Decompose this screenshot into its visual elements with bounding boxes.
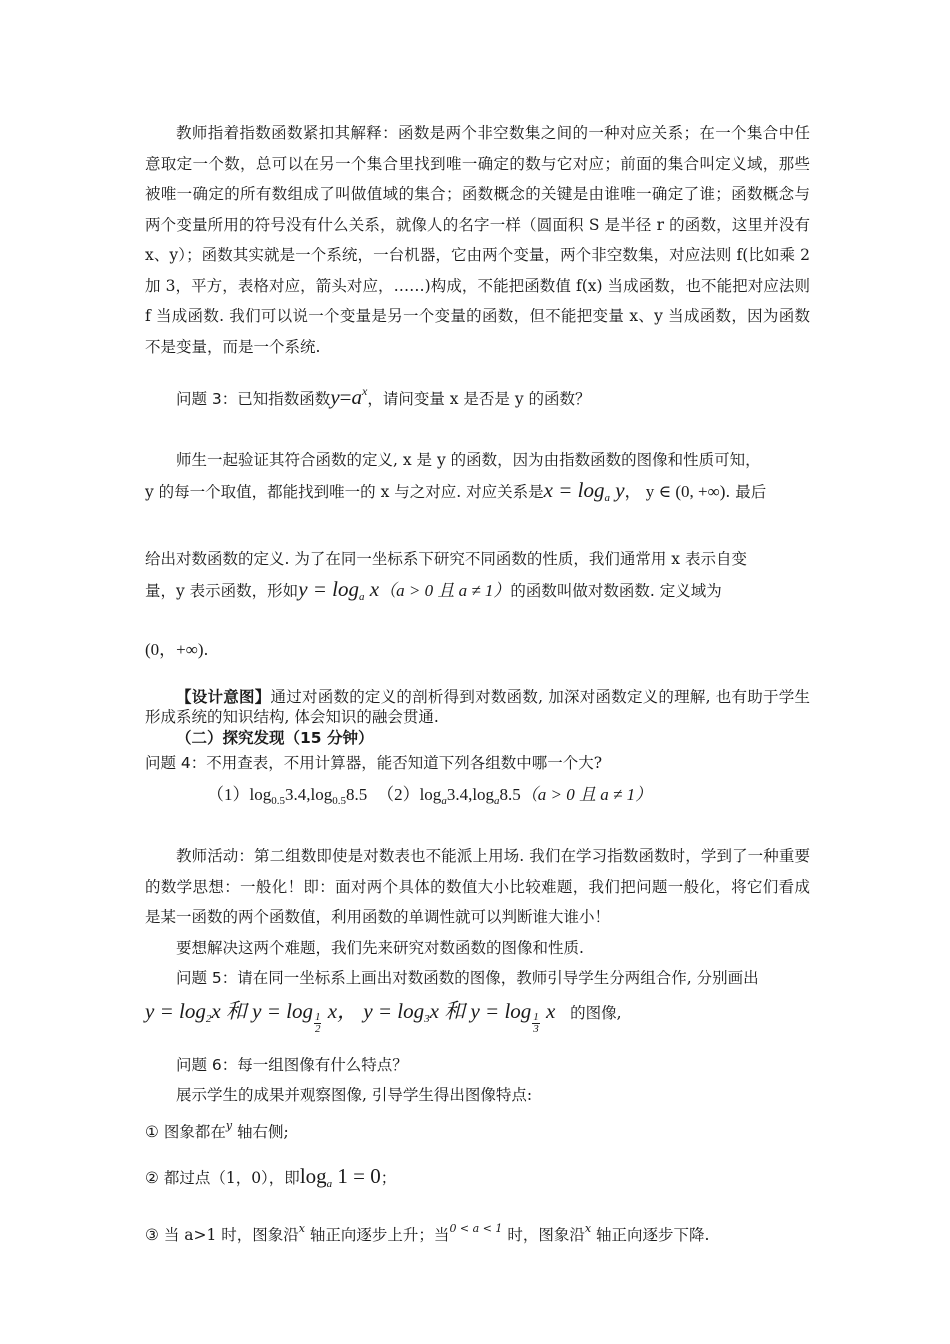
question-3-post: ，请问变量 x 是否是 y 的函数？: [367, 390, 591, 408]
log-function-formula: $y = \log_a x$: [298, 577, 380, 603]
section-heading-explore: （二）探究发现（15 分钟）: [176, 729, 374, 747]
design-intent-text: 通过对函数的定义的剖析得到对数函数, 加深对函数定义的理解, 也有助于学生形成系统的知识结构, 体会知识的融会贯通.: [145, 688, 810, 726]
paragraph-definition-line1: 给出对数函数的定义. 为了在同一坐标系下研究不同函数的性质，我们通常用 x 表示自变: [145, 549, 747, 568]
paragraph-verify-line2: y 的每一个取值，都能找到唯一的 x 与之对应. 对应关系是$x = \log_a y$， y ∈ (0, +∞). 最后: [145, 478, 767, 504]
domain-y: ， y ∈ (0, +∞): [624, 482, 726, 501]
question-3-label: 问题 3: [176, 390, 222, 408]
question-6-label: 问题 6: [176, 1055, 222, 1074]
question-3: [145, 376, 810, 415]
base-condition: （a > 0 且 a ≠ 1）: [379, 581, 511, 600]
paragraph-solve: 要想解决这两个难题，我们先来研究对数函数的图像和性质.: [176, 938, 584, 957]
question-4: 问题 4：不用查表，不用计算器，能否知道下列各组数中哪一个大?: [145, 754, 603, 772]
definition-domain: (0，+∞).: [145, 639, 209, 659]
log-one-formula: $\log_a 1 = 0$: [299, 1164, 381, 1190]
log-functions-formula: $y = \log_2x$ 和 y = log $\frac{1}{2}$ x， $y = \log_3x$ 和 y = log $\frac{1}{3}$ x: [145, 998, 556, 1035]
question-5-label: 问题 5: [176, 969, 222, 987]
paragraph-show-results: 展示学生的成果并观察图像, 引导学生得出图像特点:: [176, 1086, 533, 1104]
paragraph-verify-line1: 师生一起验证其符合函数的定义, x 是 y 的函数，因为由指数函数的图像和性质可知，: [176, 450, 761, 469]
paragraph-definition-line2: 量，y 表示函数，形如$y = \log_a x(a > 0$ 且 a ≠ 1）的函数叫做对数函数. 定义域为: [145, 577, 722, 603]
log-compare-1: $\log_{0.5}3.4,\log_{0.5}8.5$: [249, 785, 368, 807]
question-4-items: $(1)\log_{0.5}3.4,\log_{0.5}8.5$ $(2)\log_a3.4,\log_a8.5(a > 0$ 且 a ≠ 1）: [207, 785, 653, 807]
exp-function-formula: $y=a^x$: [330, 384, 368, 409]
log-compare-2: $\log_a3.4,\log_a8.5$: [419, 785, 521, 807]
design-intent: [145, 687, 810, 727]
question-3-pre: ：已知指数函数: [221, 390, 331, 408]
question-5-formulas: $y = \log_2x$ 和 y = log $\frac{1}{2}$ x， $y = \log_3x$ 和 y = log $\frac{1}{3}$ x 的图像,: [145, 998, 622, 1035]
feature-1: ① 图象都在$^y$ 轴右侧;: [145, 1118, 289, 1141]
feature-3: ③ 当 a>1 时，图象沿$^x$ 轴正向逐步上升；当$^{0 < a < 1}$ 时，图象沿$^x$ 轴正向逐步下降.: [145, 1221, 710, 1244]
inverse-relation-formula: $x = \log_a y$: [543, 478, 625, 504]
teacher-activity: 教师活动：第二组数即使是对数表也不能派上用场. 我们在学习指数函数时，学到了一种重要的数学思想：一般化！即：面对两个具体的数值大小比较难题，我们把问题一般化，将它们看成是某一函数的两个函数值，利用函数的单调性就可以判断谁大谁小！: [145, 847, 810, 926]
feature-2: ② 都过点（1，0），即$\log_a 1 = 0$；: [145, 1164, 397, 1190]
question-5: 问题 5：请在同一坐标系上画出对数函数的图像，教师引导学生分两组合作, 分别画出: [176, 969, 759, 987]
question-4-label: 问题 4: [145, 754, 191, 772]
document-page: [145, 118, 810, 1250]
question-6: 问题 6：每一组图像有什么特点？: [176, 1055, 408, 1074]
design-intent-label: 【设计意图】: [176, 688, 271, 706]
paragraph-function-explanation: 教师指着指数函数紧扣其解释：函数是两个非空数集之间的一种对应关系；在一个集合中任意取定一个数，总可以在另一个集合里找到唯一确定的数与它对应；前面的集合叫定义域，那些被唯一确定的所有数组成了叫做值域的集合；函数概念的关键是由谁唯一确定了谁；函数概念与两个变量所用的符号没有什么关系，就像人的名字一样（圆面积 S 是半径 r 的函数，这里并没有 x、y）；函数其实就是一个系统，一台机器，它由两个变量，两个非空数集，对应法则 f(比如乘 2 加 3，平方，表格对应，箭头对应，……)构成，不能把函数值 f(x) 当成函数，也不能把对应法则 f 当成函数. 我们可以说一个变量是另一个变量的函数，但不能把变量 x、y 当成函数，因为函数不是变量，而是一个系统.: [145, 124, 810, 356]
